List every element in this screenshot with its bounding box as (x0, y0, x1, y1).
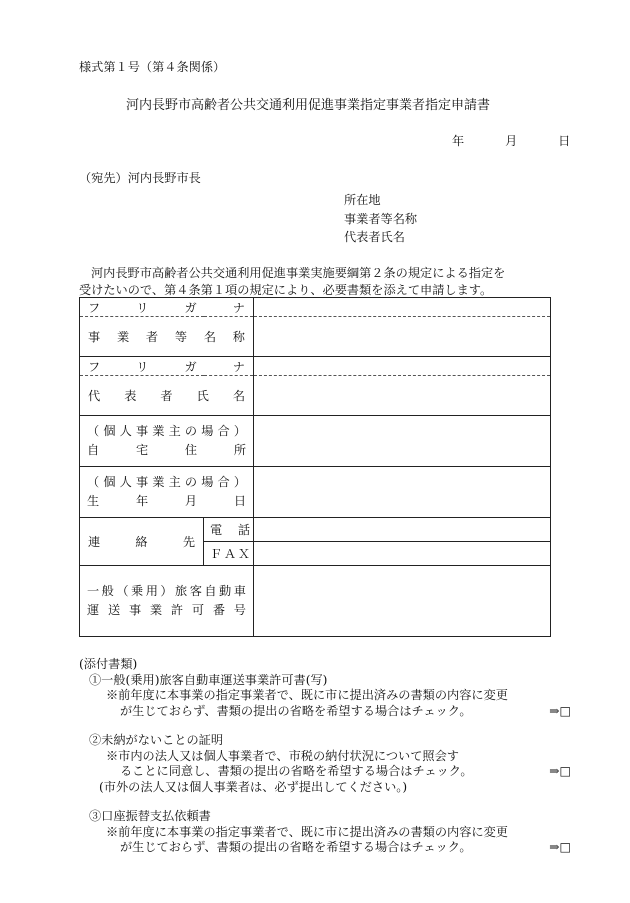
label-char: 個 (103, 475, 116, 489)
label-char: 事 (128, 603, 142, 617)
label-char: 業 (116, 330, 130, 344)
label-char: フ (88, 300, 101, 315)
note-line: が生じておらず、書類の提出の省略を希望する場合はチェック。 (120, 840, 472, 854)
label-char: 人 (119, 424, 132, 438)
label-char: 場 (201, 475, 214, 489)
representative-row-label (80, 376, 254, 416)
label-char: 主 (168, 424, 181, 438)
label-char: 業 (152, 475, 165, 489)
note-line: ※市内の法人又は個人事業者で、市税の納付状況について照会す (106, 748, 459, 763)
label-char: 日 (233, 494, 246, 508)
phone-label (204, 518, 254, 542)
label-char: 代 (88, 389, 101, 403)
attachment-item-title: ②未納がないことの証明 (89, 733, 224, 747)
date-year-label: 年 (452, 134, 465, 148)
label-char: 人 (119, 475, 132, 489)
label-char: 業 (149, 603, 163, 617)
label-char: 番 (212, 603, 225, 617)
label-char: Ｘ (237, 547, 250, 561)
label-char: 所 (233, 443, 246, 457)
application-table (79, 297, 551, 637)
business-name-row-label (80, 317, 254, 357)
addressee: （宛先）河内長野市長 (79, 171, 201, 185)
label-char: 電 (210, 523, 223, 537)
home-address-field[interactable] (254, 416, 551, 467)
label-char: 年 (135, 494, 149, 508)
label-char: 連 (88, 535, 101, 549)
label-char: 事 (135, 424, 149, 438)
note-line: ※前年度に本事業の指定事業者で、既に市に提出済みの書類の内容に変更 (106, 824, 508, 839)
label-char: 旅 (175, 584, 188, 598)
label-char: 者 (160, 389, 173, 403)
omit-checkbox[interactable]: ⇒□ (549, 840, 571, 854)
label-char: 住 (184, 443, 198, 457)
label-char: リ (136, 300, 149, 315)
business-name-label: 事業者等名称 (344, 211, 418, 226)
label-char: 動 (219, 584, 232, 598)
label-char: 名 (232, 389, 245, 403)
omit-checkbox[interactable]: ⇒□ (549, 764, 571, 778)
date-line (452, 135, 570, 147)
label-char: 氏 (196, 389, 209, 403)
furigana-label (80, 357, 254, 376)
date-month-label: 月 (505, 134, 518, 148)
label-char: ） (233, 475, 246, 489)
label-char: ガ (184, 300, 197, 315)
birth-date-row-label (80, 467, 254, 518)
label-char: 表 (124, 389, 137, 403)
body-text-line: 受けたいので、第４条第１項の規定により、必要書類を添えて申請します。 (79, 283, 493, 297)
representative-name-field[interactable] (254, 376, 551, 416)
label-char: 般 (101, 584, 114, 598)
body-text (79, 265, 549, 299)
attachment-item-title: ①一般(乗用)旅客自動車運送事業許可書(写) (89, 672, 328, 687)
label-char: （ (87, 475, 100, 489)
label-char: ） (233, 424, 246, 438)
note-line: ※前年度に本事業の指定事業者で、既に市に提出済みの書類の内容に変更 (106, 688, 508, 702)
label-char: （ (87, 424, 100, 438)
label-char: Ｆ (210, 547, 223, 561)
label-char: 合 (217, 424, 230, 438)
label-char: 生 (87, 494, 100, 508)
label-char: ナ (232, 300, 245, 315)
furigana-label (80, 298, 254, 317)
label-char: フ (88, 359, 101, 374)
label-char: 等 (174, 330, 188, 344)
business-furigana-field[interactable] (254, 298, 551, 317)
license-number-field[interactable] (254, 566, 551, 637)
label-char: （ (116, 584, 129, 598)
label-char: 名 (203, 330, 216, 344)
applicant-block (344, 191, 417, 247)
home-address-row-label (80, 416, 254, 467)
attachment-item-note: (市外の法人又は個人事業者は、必ず提出してください。) (99, 779, 408, 794)
form-code: 様式第１号（第４条関係） (79, 60, 226, 74)
note-line: が生じておらず、書類の提出の省略を希望する場合はチェック。 (120, 703, 472, 718)
label-char: の (184, 424, 198, 438)
attachment-item-note (106, 748, 571, 780)
label-char: 自 (87, 443, 100, 457)
omit-checkbox[interactable]: ⇒□ (549, 703, 571, 718)
label-char: リ (136, 359, 149, 374)
address-label: 所在地 (344, 193, 381, 207)
attachment-item-note (106, 824, 571, 856)
label-char: 自 (204, 584, 217, 598)
label-char: 合 (217, 475, 230, 489)
representative-furigana-field[interactable] (254, 357, 551, 376)
attachments-section (79, 657, 571, 856)
label-char: 話 (237, 523, 250, 537)
date-day-label: 日 (558, 134, 571, 148)
label-char: の (184, 475, 198, 489)
label-char: 主 (168, 475, 181, 489)
license-number-row-label (80, 566, 254, 637)
attachment-item-title: ③口座振替支払依頼書 (89, 809, 211, 823)
label-char: Ａ (223, 547, 237, 561)
label-char: 事 (135, 475, 149, 489)
business-name-field[interactable] (254, 317, 551, 357)
note-line: ることに同意し、書類の提出の省略を希望する場合はチェック。 (120, 764, 473, 778)
body-text-line: 河内長野市高齢者公共交通利用促進事業実施要綱第２条の規定による指定を (91, 266, 506, 280)
label-char: 許 (170, 603, 184, 617)
label-char: 可 (191, 603, 205, 617)
label-char: 客 (189, 584, 202, 598)
label-char: 用 (145, 584, 158, 598)
label-char: 者 (145, 330, 159, 344)
label-char: 個 (103, 424, 116, 438)
label-char: 一 (87, 584, 100, 598)
label-char: ガ (184, 359, 197, 374)
representative-label: 代表者氏名 (344, 230, 405, 244)
label-char: 運 (87, 603, 100, 617)
label-char: 号 (233, 603, 246, 617)
label-char: 絡 (135, 535, 148, 549)
attachment-item-note (106, 688, 571, 719)
label-char: 業 (152, 424, 165, 438)
label-char: 場 (201, 424, 214, 438)
label-char: 宅 (135, 443, 149, 457)
label-char: 月 (184, 494, 198, 508)
label-char: ） (160, 584, 173, 598)
label-char: ナ (232, 359, 245, 374)
label-char: 送 (107, 603, 121, 617)
phone-field[interactable] (254, 518, 551, 542)
fax-field[interactable] (254, 542, 551, 566)
attachments-heading: (添付書類) (79, 657, 138, 671)
label-char: 車 (233, 584, 246, 598)
contact-row-label (80, 518, 204, 566)
fax-label (204, 542, 254, 566)
document-title: 河内長野市高齢者公共交通利用促進事業指定事業者指定申請書 (126, 98, 491, 113)
label-char: 乗 (131, 584, 144, 598)
label-char: 先 (182, 535, 195, 549)
label-char: 称 (232, 330, 245, 344)
birth-date-field[interactable] (254, 467, 551, 518)
label-char: 事 (88, 330, 101, 344)
